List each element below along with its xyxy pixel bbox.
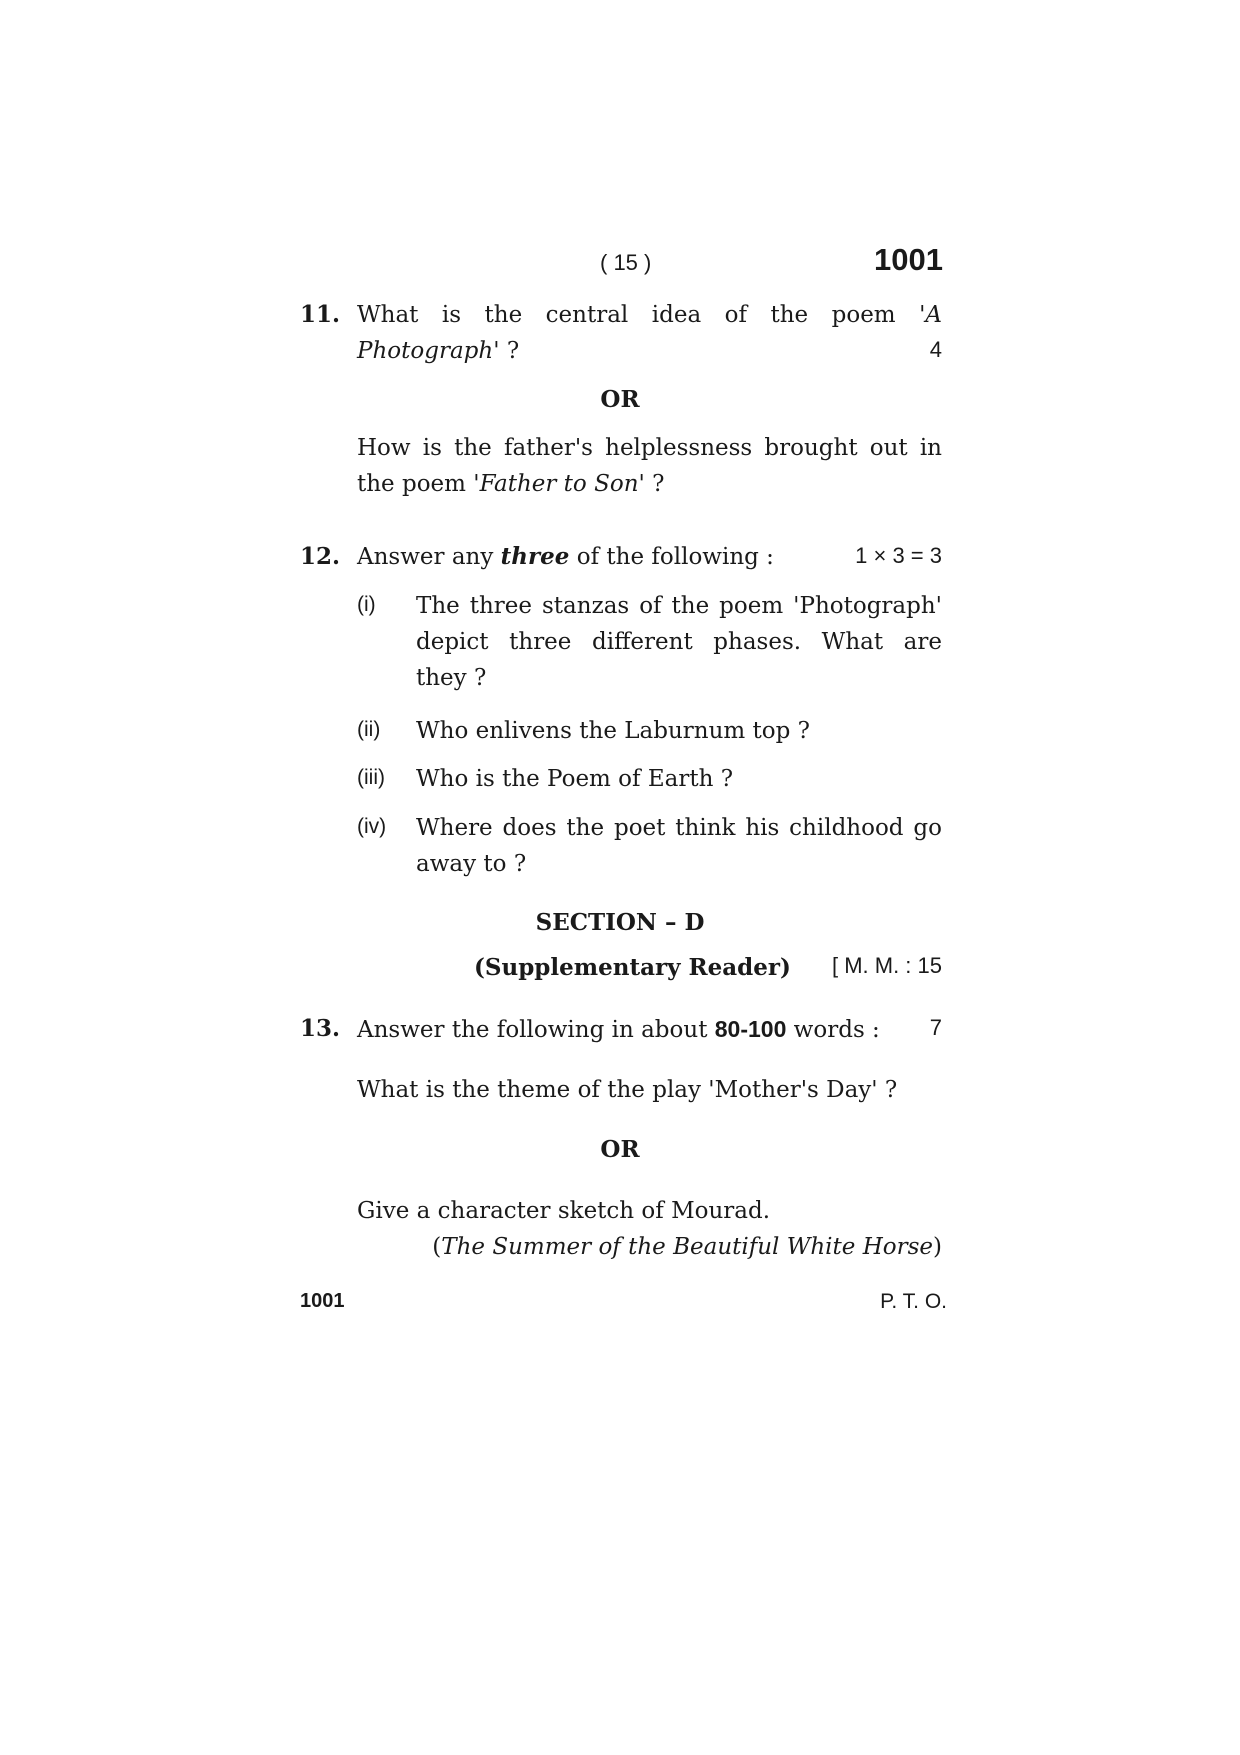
item-label: (iii): [357, 766, 385, 789]
q11-word: the: [770, 302, 809, 328]
item-i-line: depict three different phases. What are: [416, 629, 942, 655]
question-13-alt-text: Give a character sketch of Mourad.: [357, 1198, 771, 1224]
footer-code: 1001: [300, 1290, 345, 1312]
page-number: ( 15 ): [600, 250, 652, 275]
section-max-marks: [ M. M. : 15: [831, 953, 942, 978]
q11-word: is: [441, 302, 462, 328]
footer-pto: P. T. O.: [880, 1290, 947, 1313]
source-title: The Summer of the Beautiful White Horse: [441, 1234, 934, 1260]
question-12-marks: 1 × 3 = 3: [855, 543, 942, 568]
item-iv-line: away to ?: [416, 851, 527, 877]
poem-title: 'Father to Son': [473, 471, 645, 497]
paren-close: ): [933, 1234, 942, 1260]
item-i-line: The three stanzas of the poem 'Photograph': [416, 593, 942, 619]
prompt-suffix: words :: [786, 1017, 880, 1043]
question-11-alt-line-2: [357, 466, 664, 502]
prompt-prefix: Answer any: [357, 544, 501, 570]
item-iii-line: Who is the Poem of Earth ?: [416, 766, 734, 792]
question-11-line-2: [357, 333, 519, 369]
question-mark: ?: [644, 471, 665, 497]
question-13-prompt: [357, 1011, 880, 1048]
question-13-text: What is the theme of the play 'Mother's Day' ?: [357, 1077, 898, 1103]
question-12-prompt: [357, 539, 774, 575]
item-iv-line: Where does the poet think his childhood go: [416, 815, 942, 841]
q11-word: idea: [651, 302, 702, 328]
alt-prefix: the poem: [357, 471, 474, 497]
section-heading: SECTION – D: [535, 909, 705, 936]
q11-word: central: [545, 302, 629, 328]
paper-code: 1001: [874, 242, 943, 277]
q11-word: 'A: [919, 302, 943, 328]
question-11-line-1: [357, 297, 942, 333]
prompt-prefix: Answer the following in about: [357, 1017, 715, 1043]
item-i-line: they ?: [416, 665, 487, 691]
item-label: (ii): [357, 718, 381, 741]
question-11-number: 11.: [300, 301, 341, 328]
question-mark: ?: [499, 338, 520, 364]
source-citation: [420, 1229, 942, 1265]
prompt-suffix: of the following :: [569, 544, 774, 570]
item-label: (i): [357, 593, 376, 616]
paren-open: (: [432, 1234, 442, 1260]
poem-title: Photograph': [357, 338, 500, 364]
section-subheading: (Supplementary Reader): [474, 954, 791, 981]
prompt-emphasis: three: [500, 543, 570, 570]
q11-word: the: [484, 302, 523, 328]
word-limit: 80-100: [714, 1016, 787, 1042]
question-11-alt-line-1: How is the father's helplessness brought out in: [357, 435, 942, 461]
question-12-number: 12.: [300, 543, 341, 570]
item-ii-line: Who enlivens the Laburnum top ?: [416, 718, 810, 744]
or-divider: OR: [600, 1136, 640, 1163]
question-13-marks: 7: [929, 1015, 942, 1040]
q11-word: of: [724, 302, 748, 328]
item-label: (iv): [357, 815, 387, 838]
question-11-marks: 4: [929, 337, 942, 362]
q11-word: poem: [831, 302, 896, 328]
question-13-number: 13.: [300, 1015, 341, 1042]
or-divider: OR: [600, 386, 640, 413]
q11-word: What: [357, 302, 419, 328]
